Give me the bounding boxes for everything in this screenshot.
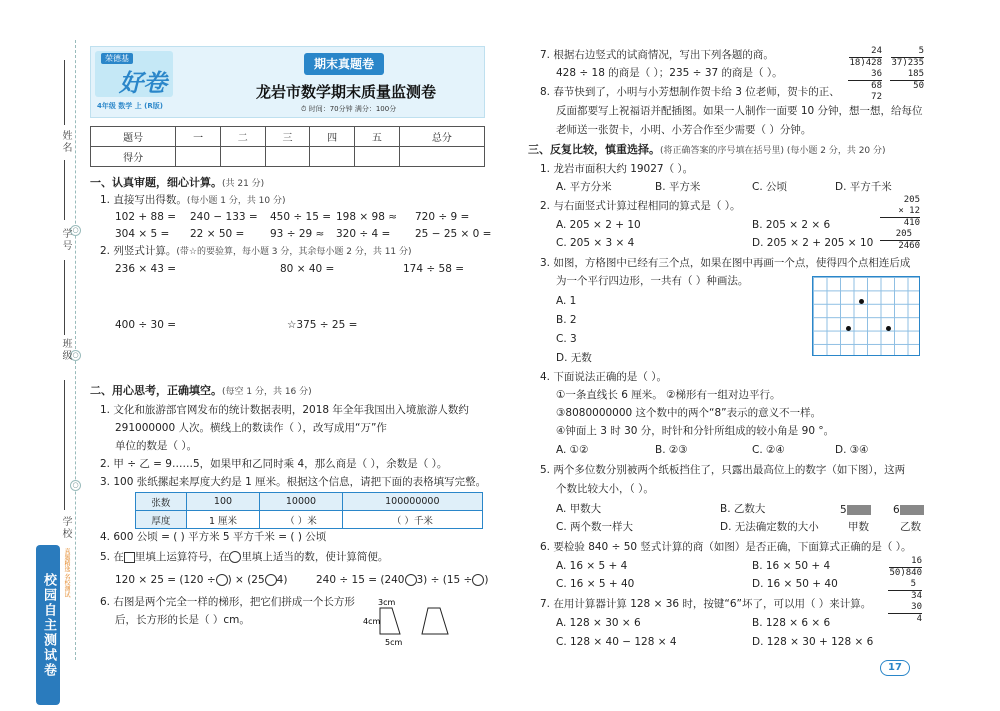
s3-q5-line1: 5. 两个多位数分别被两个纸板挡住了，只露出最高位上的数字（如下图），这两 — [540, 464, 906, 476]
exam-title: 龙岩市数学期末质量监测卷 — [255, 83, 436, 101]
card-yi-label: 乙数 — [900, 521, 921, 533]
name-line[interactable] — [64, 60, 65, 125]
calc-item: 198 × 98 ≈ — [336, 211, 398, 223]
score-label-cell: 得分 — [91, 147, 176, 167]
cover-card-icon — [900, 505, 924, 515]
calc-item: 240 − 133 = — [190, 211, 258, 223]
s2-q5: 5. 在 里填上运算符号，在 里填上适当的数，使计算简便。 — [100, 551, 389, 563]
calc-item: 102 + 88 = — [115, 211, 177, 223]
school-line[interactable] — [64, 380, 65, 510]
score-header-cell: 四 — [310, 127, 355, 147]
option[interactable]: B. ②③ — [655, 444, 688, 456]
score-table — [90, 126, 485, 167]
circle-box-icon — [229, 551, 241, 563]
table-cell: 1 厘米 — [186, 511, 260, 529]
option[interactable]: A. 16 × 5 + 4 — [556, 560, 628, 572]
brand-logo — [95, 51, 173, 97]
circle-box-icon[interactable] — [265, 574, 277, 586]
side-tab: 校园自主测试卷 — [36, 545, 60, 705]
s2-q2: 2. 甲 ÷ 乙 = 9……5，如果甲和乙同时乘 4，那么商是（ ），余数是（ ）。 — [100, 458, 448, 470]
school-label: 学校 — [60, 516, 71, 540]
binding-hole: ○ — [70, 350, 81, 361]
score-cell[interactable] — [220, 147, 265, 167]
s2-q4: 4. 600 公顷 = ( ) 平方米 5 平方千米 = ( ) 公顷 — [100, 531, 327, 543]
option[interactable]: B. 平方米 — [655, 181, 701, 193]
score-header-cell: 总分 — [399, 127, 484, 147]
cover-card-icon — [847, 505, 871, 515]
section-2-title: 二、用心思考，正确填空。(每空 1 分，共 16 分) — [90, 384, 312, 397]
s2-q5-expr1: 120 × 25 = (120 ÷ ) × (25 4) — [115, 574, 288, 586]
class-label: 班级 — [60, 338, 71, 362]
calc-item: 450 ÷ 15 = — [270, 211, 332, 223]
option[interactable]: C. 公顷 — [752, 181, 788, 193]
brand-logo-text: 好卷 — [119, 68, 167, 97]
score-cell[interactable] — [265, 147, 310, 167]
option[interactable]: D. 平方千米 — [835, 181, 892, 193]
section-1-title: 一、认真审题，细心计算。(共 21 分) — [90, 176, 265, 189]
option[interactable]: D. 16 × 50 + 40 — [752, 578, 838, 590]
exam-header — [90, 46, 485, 118]
long-division-calc-1: 24 18)428 36 68 72 — [849, 46, 882, 102]
s2-q8-line1: 8. 春节快到了，小明与小芳想制作贺卡给 3 位老师，贺卡的正、 — [540, 86, 840, 98]
option[interactable]: B. 205 × 2 × 6 — [752, 219, 831, 231]
option[interactable]: A. 平方分米 — [556, 181, 612, 193]
long-division-calc-2: 5 37)235 185 50 — [891, 46, 924, 91]
option[interactable]: A. 甲数大 — [556, 503, 602, 515]
table-row — [136, 511, 483, 529]
option[interactable]: D. 无数 — [556, 352, 592, 364]
circle-box-icon[interactable] — [472, 574, 484, 586]
score-header-row — [91, 127, 485, 147]
s2-q8-line3: 老师送一张贺卡，小明、小芳合作至少需要（ ）分钟。 — [556, 124, 812, 136]
table-cell: 张数 — [136, 493, 187, 511]
exam-type-badge: 期末真题卷 — [304, 53, 384, 75]
trapezoid-shape — [422, 608, 448, 634]
table-cell: 100000000 — [342, 493, 482, 511]
s2-q6-line2: 后，长方形的长是（ ）cm。 — [115, 614, 250, 626]
trap-height-label: 4cm — [363, 617, 381, 626]
option[interactable]: D. ③④ — [835, 444, 869, 456]
option[interactable]: A. 128 × 30 × 6 — [556, 617, 641, 629]
grade-label: 4年级 数学 上 (R版) — [97, 102, 163, 110]
option[interactable]: A. 1 — [556, 295, 577, 307]
s2-q1-line1: 1. 文化和旅游部官网发布的统计数据表明，2018 年全年我国出入境旅游人数约 — [100, 404, 469, 416]
vertical-calc-item: 236 × 43 = — [115, 263, 177, 275]
option[interactable]: B. 乙数大 — [720, 503, 766, 515]
calc-item: 304 × 5 = — [115, 228, 170, 240]
option[interactable]: C. 128 × 40 − 128 × 4 — [556, 636, 677, 648]
thickness-table — [135, 492, 483, 529]
calc-item: 25 − 25 × 0 = — [415, 228, 492, 240]
grid-point — [846, 326, 851, 331]
s3-q1: 1. 龙岩市面积大约 19027（ ）。 — [540, 163, 694, 175]
score-header-cell: 五 — [354, 127, 399, 147]
grid-point — [886, 326, 891, 331]
s3-q4-stmt1: ①一条直线长 6 厘米。 ②梯形有一组对边平行。 — [556, 389, 781, 401]
side-tab-sub: 真题精选 名校测试 — [63, 548, 70, 598]
s3-q6: 6. 要检验 840 ÷ 50 竖式计算的商（如图）是否正确，下面算式正确的是（ ）。 — [540, 541, 912, 553]
calc-item: 320 ÷ 4 = — [336, 228, 391, 240]
trap-bottom-label: 5cm — [385, 638, 403, 647]
option[interactable]: C. 16 × 5 + 40 — [556, 578, 635, 590]
section-3-title: 三、反复比较，慎重选择。(将正确答案的序号填在括号里) (每小题 2 分，共 20 分) — [528, 143, 886, 156]
card-jia: 5 — [840, 503, 871, 517]
score-header-cell: 二 — [220, 127, 265, 147]
option[interactable]: D. 无法确定数的大小 — [720, 521, 819, 533]
option[interactable]: D. 128 × 30 + 128 × 6 — [752, 636, 874, 648]
calc-item: 22 × 50 = — [190, 228, 245, 240]
score-row — [91, 147, 485, 167]
trap-top-label: 3cm — [378, 598, 396, 607]
s2-q8-line2: 反面都要写上祝福语并配插图。如果一人制作一面要 10 分钟，想一想，给每位 — [556, 105, 923, 117]
grid-point — [859, 299, 864, 304]
id-line[interactable] — [64, 160, 65, 220]
option[interactable]: A. 205 × 2 + 10 — [556, 219, 641, 231]
s3-q4-stmt2: ③8080000000 这个数中的两个“8”表示的意义不一样。 — [556, 407, 822, 419]
trapezoid-shape — [380, 608, 400, 634]
s3-q7: 7. 在用计算器计算 128 × 36 时，按键“6”坏了，可以用（ ）来计算。 — [540, 598, 872, 610]
student-id-label: 学号 — [60, 228, 71, 252]
option[interactable]: C. 两个数一样大 — [556, 521, 634, 533]
s3-q4-stmt3: ④钟面上 3 时 30 分，时针和分针所组成的较小角是 90 °。 — [556, 425, 835, 437]
s2-q1-line2: 291000000 人次。横线上的数读作（ ），改写成用“万”作 — [115, 422, 387, 434]
option[interactable]: B. 16 × 50 + 4 — [752, 560, 831, 572]
score-cell[interactable] — [399, 147, 484, 167]
option[interactable]: A. ①② — [556, 444, 589, 456]
option[interactable]: C. ②④ — [752, 444, 785, 456]
s1-q1: 1. 直接写出得数。(每小题 1 分，共 10 分) — [100, 194, 286, 206]
option[interactable]: C. 205 × 3 × 4 — [556, 237, 635, 249]
s2-q6-line1: 6. 右图是两个完全一样的梯形，把它们拼成一个长方形 — [100, 596, 355, 608]
table-cell[interactable]: （ ）千米 — [342, 511, 482, 529]
score-header-cell: 题号 — [91, 127, 176, 147]
calc-item: 93 ÷ 29 ≈ — [270, 228, 325, 240]
vertical-calc-item: 400 ÷ 30 = — [115, 319, 177, 331]
long-division-calc-3: 16 50)840 5 34 30 4 — [889, 556, 922, 624]
table-cell[interactable]: （ ）米 — [260, 511, 342, 529]
table-cell: 100 — [186, 493, 260, 511]
exam-meta: ⏱ 时间：70分钟 满分：100分 — [301, 105, 397, 113]
option[interactable]: D. 205 × 2 + 205 × 10 — [752, 237, 874, 249]
name-label: 姓名 — [60, 130, 71, 154]
table-cell: 厚度 — [136, 511, 187, 529]
s3-q4: 4. 下面说法正确的是（ ）。 — [540, 371, 667, 383]
option[interactable]: B. 128 × 6 × 6 — [752, 617, 831, 629]
calc-item: 720 ÷ 9 = — [415, 211, 470, 223]
score-header-cell: 一 — [176, 127, 221, 147]
circle-box-icon[interactable] — [216, 574, 228, 586]
binding-hole: ○ — [70, 480, 81, 491]
s2-q3: 3. 100 张纸摞起来厚度大约是 1 厘米。根据这个信息，请把下面的表格填写完整。 — [100, 476, 487, 488]
multiplication-calc: 205 × 12 410 205 2460 — [880, 195, 920, 252]
card-jia-label: 甲数 — [848, 521, 869, 533]
s2-q7-line2: 428 ÷ 18 的商是（ ）；235 ÷ 37 的商是（ ）。 — [556, 67, 783, 79]
s2-q1-line3: 单位的数是（ ）。 — [115, 440, 198, 452]
s3-q5-line2: 个数比较大小，（ ）。 — [556, 483, 654, 495]
s2-q7-line1: 7. 根据右边竖式的试商情况，写出下列各题的商。 — [540, 49, 774, 61]
score-cell[interactable] — [176, 147, 221, 167]
s3-q3-line1: 3. 如图，方格图中已经有三个点，如果在图中再画一个点，使得四个点相连后成 — [540, 257, 911, 269]
score-cell[interactable] — [310, 147, 355, 167]
s1-q2: 2. 列竖式计算。(带☆的要验算，每小题 3 分，其余每小题 2 分，共 11 分) — [100, 245, 412, 257]
s3-q2: 2. 与右面竖式计算过程相同的算式是（ ）。 — [540, 200, 741, 212]
clock-icon: ⏱ — [301, 105, 307, 113]
trapezoid-figure — [360, 596, 470, 648]
option[interactable]: C. 3 — [556, 333, 577, 345]
brand-top: 荣德基 — [101, 53, 133, 64]
binding-strip — [0, 0, 85, 711]
dot-grid — [812, 276, 920, 356]
class-line[interactable] — [64, 260, 65, 335]
option[interactable]: B. 2 — [556, 314, 577, 326]
table-cell: 10000 — [260, 493, 342, 511]
s2-q5-expr2: 240 ÷ 15 = (240 3) ÷ (15 ÷ ) — [316, 574, 489, 586]
vertical-calc-item: 174 ÷ 58 = — [403, 263, 465, 275]
table-row — [136, 493, 483, 511]
score-cell[interactable] — [354, 147, 399, 167]
vertical-calc-item: 80 × 40 = — [280, 263, 335, 275]
card-yi: 6 — [893, 503, 924, 517]
binding-hole: ○ — [70, 225, 81, 236]
page-number: 17 — [880, 660, 910, 676]
square-box-icon — [124, 552, 135, 563]
circle-box-icon[interactable] — [405, 574, 417, 586]
score-header-cell: 三 — [265, 127, 310, 147]
vertical-calc-item: ☆375 ÷ 25 = — [287, 319, 358, 331]
s3-q3-line2: 为一个平行四边形，一共有（ ）种画法。 — [556, 275, 749, 287]
